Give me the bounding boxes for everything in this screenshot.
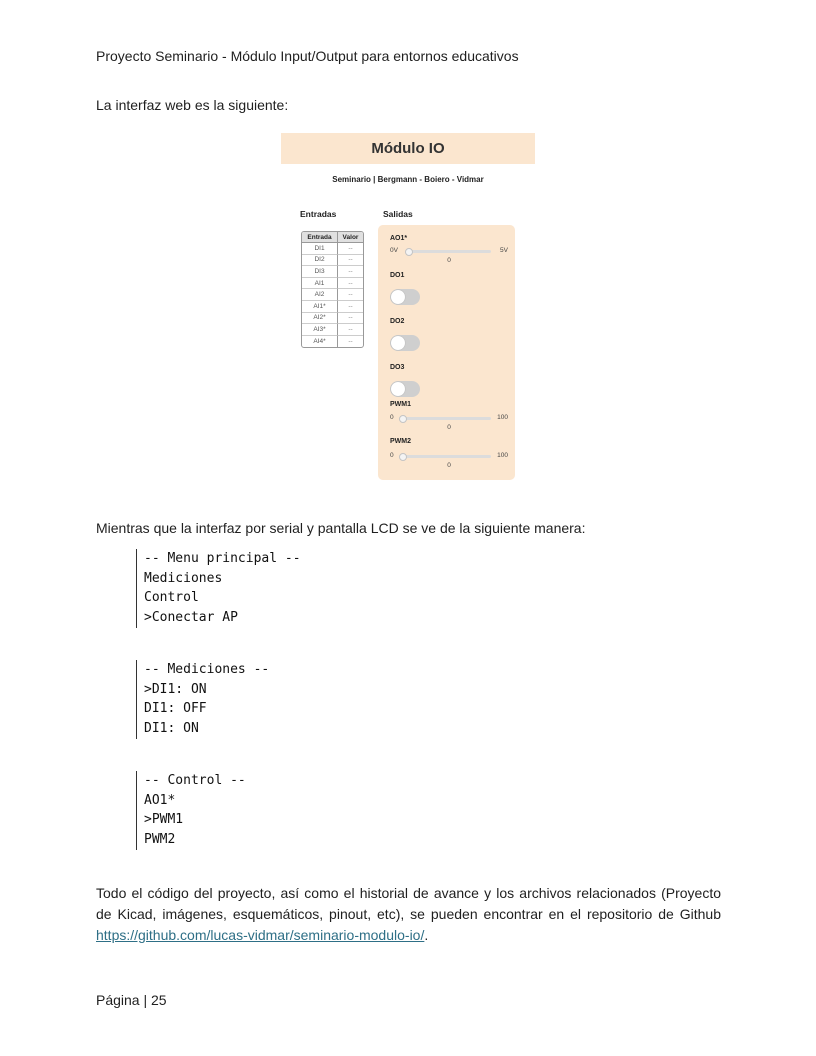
pwm2-max: 100	[497, 452, 508, 459]
serial-menu-control	[136, 771, 246, 850]
input-value: --	[338, 313, 363, 325]
do1-toggle[interactable]	[390, 289, 420, 305]
code-line: -- Control --	[144, 773, 246, 788]
serial-menu-mediciones	[136, 660, 269, 739]
toggle-knob	[391, 336, 405, 350]
table-row	[302, 255, 363, 267]
column-header-valor: Valor	[338, 232, 363, 243]
web-ui-title: Módulo IO	[371, 140, 445, 157]
input-name: AI3*	[302, 324, 338, 336]
input-name: DI3	[302, 266, 338, 278]
table-row	[302, 336, 363, 348]
toggle-knob	[391, 382, 405, 396]
page-number: Página | 25	[96, 992, 167, 1008]
code-line: PWM2	[144, 832, 176, 848]
ao1-slider-thumb[interactable]	[405, 248, 413, 256]
web-interface-screenshot	[281, 133, 536, 483]
input-value: --	[338, 324, 363, 336]
pwm1-min: 0	[390, 414, 394, 421]
input-name: AI2*	[302, 313, 338, 325]
outputs-panel	[378, 225, 515, 480]
input-name: AI1*	[302, 301, 338, 313]
pwm1-max: 100	[497, 414, 508, 421]
pwm2-value: 0	[447, 462, 451, 469]
input-value: --	[338, 243, 363, 255]
serial-menu-principal	[136, 549, 301, 628]
intro-text: La interfaz web es la siguiente:	[96, 97, 289, 113]
pwm1-value: 0	[447, 424, 451, 431]
code-line: Mediciones	[144, 570, 223, 586]
code-line: -- Mediciones --	[144, 662, 270, 677]
do2-toggle[interactable]	[390, 335, 420, 351]
input-value: --	[338, 278, 363, 290]
code-line: Control	[144, 590, 199, 606]
table-row	[302, 278, 363, 290]
ao1-slider[interactable]	[390, 247, 508, 257]
table-row	[302, 243, 363, 255]
pwm2-slider[interactable]	[390, 452, 508, 462]
ao1-label: AO1*	[390, 235, 408, 242]
input-value: --	[338, 255, 363, 267]
input-name: DI2	[302, 255, 338, 267]
ao1-max: 5V	[500, 247, 508, 254]
toggle-knob	[391, 290, 405, 304]
input-value: --	[338, 301, 363, 313]
ao1-min: 0V	[390, 247, 398, 254]
code-line: >Conectar AP	[144, 610, 238, 626]
input-name: AI4*	[302, 336, 338, 348]
pwm1-slider-track[interactable]	[400, 417, 491, 420]
input-value: --	[348, 338, 353, 346]
serial-intro-text: Mientras que la interfaz por serial y pantalla LCD se ve de la siguiente manera:	[96, 520, 586, 536]
document-header: Proyecto Seminario - Módulo Input/Output para entornos educativos	[96, 48, 519, 64]
pwm1-slider[interactable]	[390, 414, 508, 424]
pwm1-slider-thumb[interactable]	[399, 415, 407, 423]
do3-label: DO3	[390, 364, 405, 371]
table-row	[302, 301, 363, 313]
pwm2-label: PWM2	[390, 438, 411, 445]
ao1-value: 0	[447, 257, 451, 264]
code-line: -- Menu principal --	[144, 551, 301, 566]
ao1-slider-track[interactable]	[406, 250, 491, 253]
input-value: --	[338, 289, 363, 301]
table-row	[302, 289, 363, 301]
web-ui-banner	[281, 133, 535, 164]
pwm2-slider-track[interactable]	[400, 455, 491, 458]
input-value: --	[338, 266, 363, 278]
code-line: AO1*	[144, 792, 176, 808]
closing-period: .	[424, 927, 429, 943]
inputs-heading: Entradas	[300, 209, 337, 219]
table-row	[302, 266, 363, 278]
column-header-entrada: Entrada	[302, 232, 338, 243]
closing-paragraph	[96, 883, 721, 946]
github-repo-link[interactable]: https://github.com/lucas-vidmar/seminario-modulo-io/	[96, 927, 425, 943]
code-line: DI1: OFF	[144, 701, 207, 717]
web-ui-subtitle: Seminario | Bergmann - Boiero - Vidmar	[332, 175, 484, 184]
table-row	[302, 324, 363, 336]
do2-label: DO2	[390, 318, 405, 325]
code-line: DI1: ON	[144, 721, 199, 737]
input-name: AI1	[302, 278, 338, 290]
pwm2-min: 0	[390, 452, 394, 459]
code-line: >PWM1	[144, 812, 184, 828]
outputs-heading: Salidas	[383, 209, 413, 219]
input-name: AI2	[302, 289, 338, 301]
do1-label: DO1	[390, 272, 405, 279]
pwm1-label: PWM1	[390, 401, 411, 408]
closing-text: Todo el código del proyecto, así como el historial de avance y los archivos relacionados (Proyecto de Kicad, imágenes, esquemáticos, pinout, etc), se pueden encontrar en el repositorio de Github	[96, 885, 721, 922]
table-row	[302, 313, 363, 325]
code-line: >DI1: ON	[144, 681, 207, 697]
do3-toggle[interactable]	[390, 381, 420, 397]
pwm2-slider-thumb[interactable]	[399, 453, 407, 461]
input-name: DI1	[302, 243, 338, 255]
inputs-table	[301, 231, 364, 348]
